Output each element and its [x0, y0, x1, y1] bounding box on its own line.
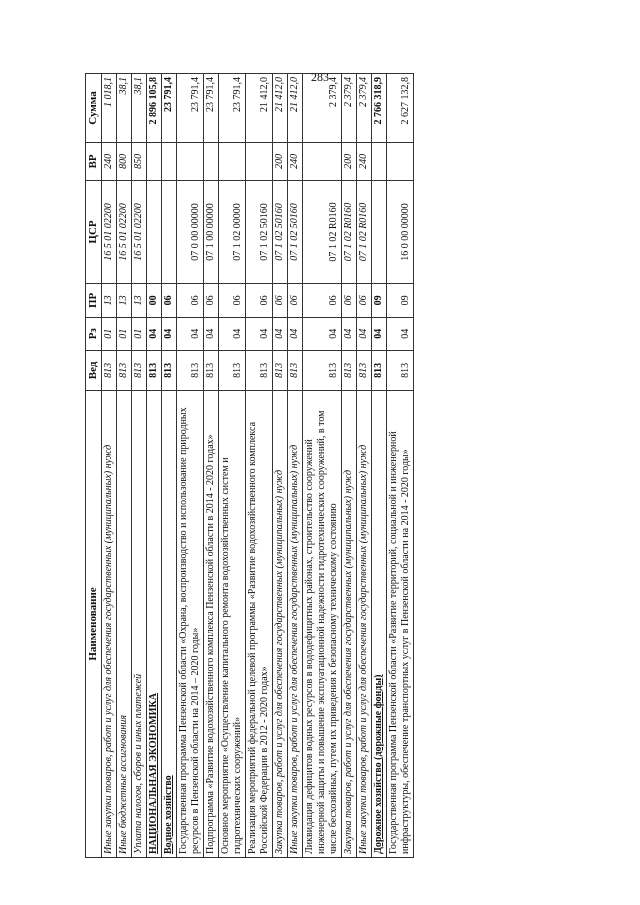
cell-csr — [147, 180, 162, 283]
table-row — [162, 74, 177, 858]
cell-sum: 38,1 — [117, 74, 132, 143]
cell-vr: 850 — [132, 142, 147, 180]
cell-pr: 06 — [162, 284, 177, 317]
table-row — [177, 74, 204, 858]
table-row — [357, 74, 372, 858]
cell-vr: 240 — [357, 142, 372, 180]
header-ved: Вед — [86, 350, 102, 390]
cell-rz: 04 — [177, 317, 204, 350]
cell-vr — [177, 142, 204, 180]
cell-pr: 13 — [102, 284, 117, 317]
cell-vr — [162, 142, 177, 180]
cell-csr — [372, 180, 387, 283]
cell-ved: 813 — [342, 350, 357, 390]
table-row — [117, 74, 132, 858]
page-number: 283 — [311, 70, 329, 84]
header-rz: Рз — [86, 317, 102, 350]
cell-sum: 23 791,4 — [219, 74, 246, 143]
cell-vr — [387, 142, 414, 180]
table-row — [342, 74, 357, 858]
cell-pr: 06 — [204, 284, 219, 317]
cell-ved: 813 — [204, 350, 219, 390]
cell-pr: 06 — [273, 284, 288, 317]
cell-rz: 04 — [219, 317, 246, 350]
cell-vr — [303, 142, 342, 180]
cell-vr — [204, 142, 219, 180]
table-row — [288, 74, 303, 858]
cell-vr: 240 — [102, 142, 117, 180]
cell-sum: 2 766 318,9 — [372, 74, 387, 143]
cell-ved: 813 — [303, 350, 342, 390]
cell-ved: 813 — [162, 350, 177, 390]
cell-csr: 07 1 02 R0160 — [303, 180, 342, 283]
cell-rz: 04 — [162, 317, 177, 350]
cell-ved: 813 — [288, 350, 303, 390]
cell-vr: 200 — [342, 142, 357, 180]
cell-csr: 07 0 00 00000 — [177, 180, 204, 283]
cell-rz: 01 — [102, 317, 117, 350]
table-body — [102, 74, 414, 858]
cell-pr: 09 — [372, 284, 387, 317]
cell-rz: 04 — [303, 317, 342, 350]
cell-pr: 06 — [246, 284, 273, 317]
cell-sum: 21 412,0 — [246, 74, 273, 143]
cell-name: Ликвидация дефицитов водных ресурсов в вододефицитных районах, строительство сооружений инженерной защиты и повышение эксплуатационной надежности гидротехнических сооружений, в том числе бесхозяйных, путем их приведения к безопасному техническому состоянию — [303, 390, 342, 857]
cell-rz: 04 — [246, 317, 273, 350]
cell-csr: 16 5 01 02200 — [117, 180, 132, 283]
cell-pr: 06 — [303, 284, 342, 317]
cell-name: Реализация мероприятий федеральной целевой программы «Развитие водохозяйственного комплекса Российской Федерации в 2012 - 2020 годах» — [246, 390, 273, 857]
cell-csr: 07 1 02 50160 — [246, 180, 273, 283]
cell-pr: 13 — [132, 284, 147, 317]
table-row — [132, 74, 147, 858]
cell-sum: 1 018,1 — [102, 74, 117, 143]
table-row — [273, 74, 288, 858]
cell-vr: 200 — [273, 142, 288, 180]
table-header-row — [86, 74, 102, 858]
cell-sum: 2 896 105,8 — [147, 74, 162, 143]
cell-pr: 06 — [342, 284, 357, 317]
cell-name: Иные бюджетные ассигнования — [117, 390, 132, 857]
table-row — [372, 74, 387, 858]
cell-sum: 23 791,4 — [177, 74, 204, 143]
cell-rz: 01 — [132, 317, 147, 350]
cell-csr — [162, 180, 177, 283]
cell-rz: 01 — [117, 317, 132, 350]
cell-sum: 2 379,4 — [303, 74, 342, 143]
cell-name: Закупка товаров, работ и услуг для обеспечения государственных (муниципальных) нужд — [273, 390, 288, 857]
cell-ved: 813 — [387, 350, 414, 390]
cell-pr: 06 — [177, 284, 204, 317]
cell-vr — [372, 142, 387, 180]
cell-csr: 07 1 02 R0160 — [342, 180, 357, 283]
table-row — [147, 74, 162, 858]
cell-pr: 06 — [357, 284, 372, 317]
cell-csr: 16 5 01 02200 — [132, 180, 147, 283]
cell-name: Закупка товаров, работ и услуг для обеспечения государственных (муниципальных) нужд — [342, 390, 357, 857]
header-csr: ЦСР — [86, 180, 102, 283]
header-name: Наименование — [86, 390, 102, 857]
cell-vr — [147, 142, 162, 180]
cell-sum: 38,1 — [132, 74, 147, 143]
cell-rz: 04 — [357, 317, 372, 350]
cell-sum: 23 791,4 — [204, 74, 219, 143]
cell-name: Уплата налогов, сборов и иных платежей — [132, 390, 147, 857]
cell-sum: 2 627 132,8 — [387, 74, 414, 143]
cell-ved: 813 — [117, 350, 132, 390]
cell-ved: 813 — [132, 350, 147, 390]
cell-ved: 813 — [357, 350, 372, 390]
cell-name: Водное хозяйство — [162, 390, 177, 857]
table-row — [387, 74, 414, 858]
cell-csr: 16 0 00 00000 — [387, 180, 414, 283]
header-sum: Сумма — [86, 74, 102, 143]
cell-csr: 07 1 00 00000 — [204, 180, 219, 283]
cell-csr: 07 1 02 00000 — [219, 180, 246, 283]
cell-csr: 07 1 02 50160 — [273, 180, 288, 283]
cell-csr: 07 1 02 R0160 — [357, 180, 372, 283]
cell-name: Основное мероприятие «Осуществление капитального ремонта водохозяйственных систем и гидротехнических сооружений» — [219, 390, 246, 857]
cell-sum: 21 412,0 — [273, 74, 288, 143]
cell-vr: 240 — [288, 142, 303, 180]
cell-rz: 04 — [273, 317, 288, 350]
cell-ved: 813 — [273, 350, 288, 390]
cell-pr: 00 — [147, 284, 162, 317]
cell-ved: 813 — [219, 350, 246, 390]
cell-ved: 813 — [147, 350, 162, 390]
header-pr: ПР — [86, 284, 102, 317]
cell-name: НАЦИОНАЛЬНАЯ ЭКОНОМИКА — [147, 390, 162, 857]
table-row — [303, 74, 342, 858]
cell-sum: 2 379,4 — [342, 74, 357, 143]
cell-name: Иные закупки товаров, работ и услуг для обеспечения государственных (муниципальных) нужд — [102, 390, 117, 857]
cell-name: Подпрограмма «Развитие водохозяйственного комплекса Пензенской области в 2014 - 2020 годах» — [204, 390, 219, 857]
cell-sum: 23 791,4 — [162, 74, 177, 143]
budget-table — [85, 73, 414, 858]
cell-pr: 06 — [219, 284, 246, 317]
cell-ved: 813 — [177, 350, 204, 390]
table-row — [102, 74, 117, 858]
cell-csr: 16 5 01 02200 — [102, 180, 117, 283]
cell-pr: 09 — [387, 284, 414, 317]
cell-ved: 813 — [246, 350, 273, 390]
cell-ved: 813 — [372, 350, 387, 390]
cell-rz: 04 — [372, 317, 387, 350]
cell-csr: 07 1 02 50160 — [288, 180, 303, 283]
cell-sum: 21 412,0 — [288, 74, 303, 143]
cell-vr — [219, 142, 246, 180]
cell-name: Иные закупки товаров, работ и услуг для обеспечения государственных (муниципальных) нужд — [288, 390, 303, 857]
cell-sum: 2 379,4 — [357, 74, 372, 143]
cell-rz: 04 — [147, 317, 162, 350]
cell-rz: 04 — [342, 317, 357, 350]
rotated-page-content — [85, 73, 414, 858]
cell-name: Государственная программа Пензенской области «Развитие территорий, социальной и инженерной инфраструктуры, обеспечение транспортных услуг в Пензенской области на 2014 - 2020 годы» — [387, 390, 414, 857]
cell-rz: 04 — [387, 317, 414, 350]
table-row — [246, 74, 273, 858]
cell-rz: 04 — [288, 317, 303, 350]
cell-name: Дорожное хозяйство (дорожные фонды) — [372, 390, 387, 857]
cell-vr: 800 — [117, 142, 132, 180]
cell-name: Иные закупки товаров, работ и услуг для обеспечения государственных (муниципальных) нужд — [357, 390, 372, 857]
cell-ved: 813 — [102, 350, 117, 390]
cell-vr — [246, 142, 273, 180]
table-row — [219, 74, 246, 858]
header-vr: ВР — [86, 142, 102, 180]
cell-pr: 06 — [288, 284, 303, 317]
cell-pr: 13 — [117, 284, 132, 317]
table-row — [204, 74, 219, 858]
cell-rz: 04 — [204, 317, 219, 350]
cell-name: Государственная программа Пензенской области «Охрана, воспроизводство и использование природных ресурсов в Пензенской области на 2014 – 2020 годы» — [177, 390, 204, 857]
